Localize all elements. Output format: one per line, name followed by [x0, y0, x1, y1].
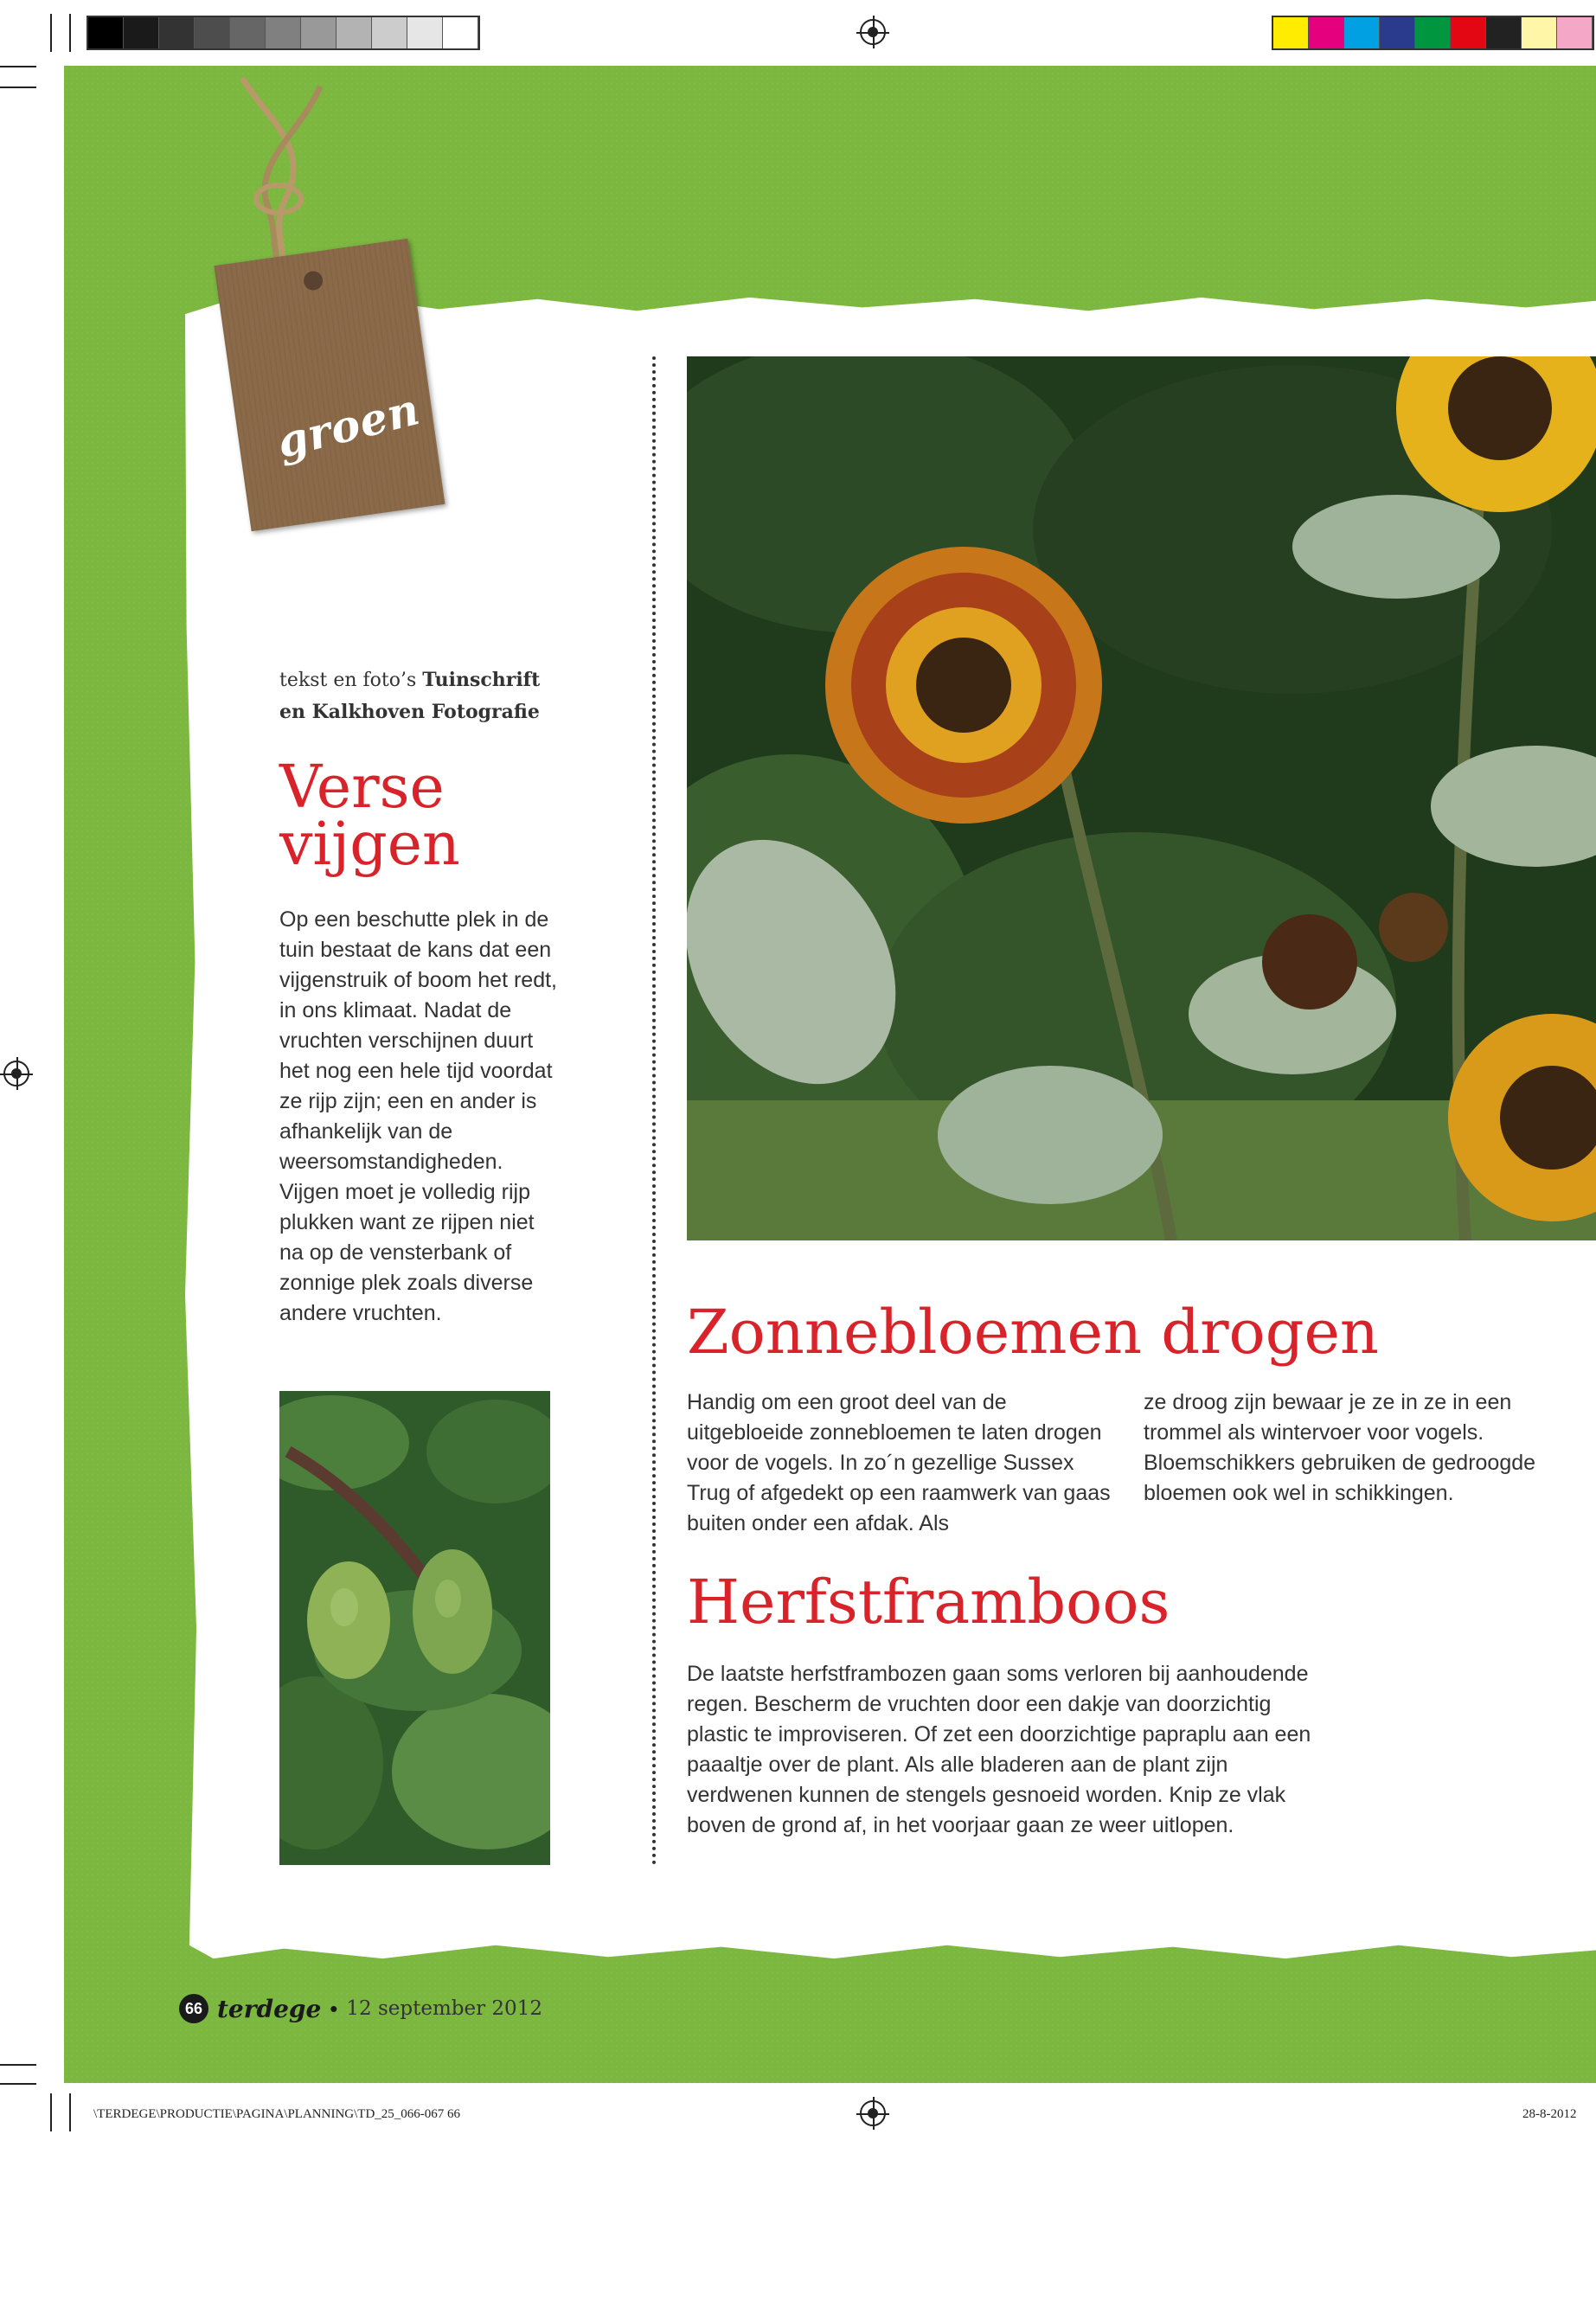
crop-mark: [0, 2083, 36, 2085]
color-swatch: [443, 17, 478, 48]
color-swatch: [1522, 17, 1557, 48]
color-swatch: [124, 17, 159, 48]
color-swatch: [1273, 17, 1309, 48]
color-swatch: [1380, 17, 1415, 48]
grayscale-color-bar: [87, 16, 480, 50]
production-date: 28-8-2012: [1522, 2107, 1577, 2121]
magazine-brand: terdege: [217, 1994, 322, 2023]
color-swatch: [301, 17, 337, 48]
color-swatch: [1309, 17, 1344, 48]
color-swatch: [159, 17, 195, 48]
registration-mark-icon: [860, 19, 886, 45]
color-swatch: [195, 17, 230, 48]
photo-credit: [279, 664, 565, 728]
section-label: groen: [272, 383, 426, 468]
crop-mark: [50, 2093, 52, 2131]
heading-verse-vijgen: Verse vijgen: [279, 753, 460, 879]
page-number: 66: [179, 1994, 208, 2023]
color-swatch: [230, 17, 266, 48]
color-swatch: [407, 17, 443, 48]
credit-prefix: tekst en foto’s: [279, 670, 423, 691]
heading-herfstframboos: Herfstframboos: [687, 1567, 1170, 1638]
footer-bullet: •: [330, 1995, 338, 2022]
registration-mark-icon: [3, 1061, 29, 1086]
body-zonnebloemen-col2: ze droog zijn bewaar je ze in ze in een trommel als wintervoer voor vogels. Bloemschikkers gebruiken de gedroogde bloemen ook wel in schikkingen.: [1144, 1390, 1536, 1505]
crop-mark: [69, 14, 71, 52]
crop-mark: [50, 14, 52, 52]
color-swatch: [88, 17, 124, 48]
fig-photo: [279, 1391, 550, 1865]
color-swatch: [1486, 17, 1522, 48]
registration-mark-icon: [860, 2100, 886, 2126]
credit-names: Tuinschrift en Kalkhoven Fotografie: [279, 669, 541, 723]
color-swatch: [1451, 17, 1486, 48]
crop-mark: [0, 87, 36, 88]
color-swatch: [1557, 17, 1593, 48]
sunflower-photo: [687, 356, 1596, 1240]
body-herfstframboos: De laatste herfstframbozen gaan soms verloren bij aanhoudende regen. Bescherm de vruchten door een dakje van doorzichtig plastic te improviseren. Of zet een doorzichtige papraplu aan een paaaltje over de plant. Als alle bladeren aan de plant zijn verdwenen kunnen de stengels gesnoeid worden. Knip ze vlak boven de grond af, in het voorjaar gaan ze weer uitlopen.: [687, 1662, 1311, 1837]
color-swatch: [337, 17, 372, 48]
crop-mark: [69, 2093, 71, 2131]
color-swatch: [1344, 17, 1380, 48]
heading-zonnebloemen-drogen: Zonnebloemen drogen: [687, 1297, 1380, 1368]
crop-mark: [0, 66, 36, 67]
body-verse-vijgen: Op een beschutte plek in de tuin bestaat de kans dat een vijgenstruik of boom het redt, in ons klimaat. Nadat de vruchten verschijnen duurt het nog een hele tijd voordat ze rijp zijn; een en ander is afhankelijk van de weersomstandigheden. Vijgen moet je volledig rijp plukken want ze rijpen niet na op de vensterbank of zonnige plek zoals diverse andere vruchten.: [279, 907, 557, 1325]
body-zonnebloemen-col1: Handig om een groot deel van de uitgebloeide zonnebloemen te laten drogen voor de vogels. In zo´n gezellige Sussex Trug of afgedekt op een raamwerk van gaas buiten onder een afdak. Als: [687, 1390, 1111, 1535]
production-slug: \TERDEGE\PRODUCTIE\PAGINA\PLANNING\TD_25_066-067 66: [93, 2107, 461, 2121]
color-swatch: [266, 17, 301, 48]
process-color-bar: [1272, 16, 1594, 50]
color-swatch: [372, 17, 407, 48]
tag-hole: [303, 270, 324, 292]
page-footer: [179, 1991, 542, 2026]
section-tag: [215, 239, 445, 531]
crop-mark: [0, 2064, 36, 2066]
column-divider: [652, 356, 656, 1866]
color-swatch: [1415, 17, 1451, 48]
issue-date: 12 september 2012: [346, 1997, 542, 2020]
